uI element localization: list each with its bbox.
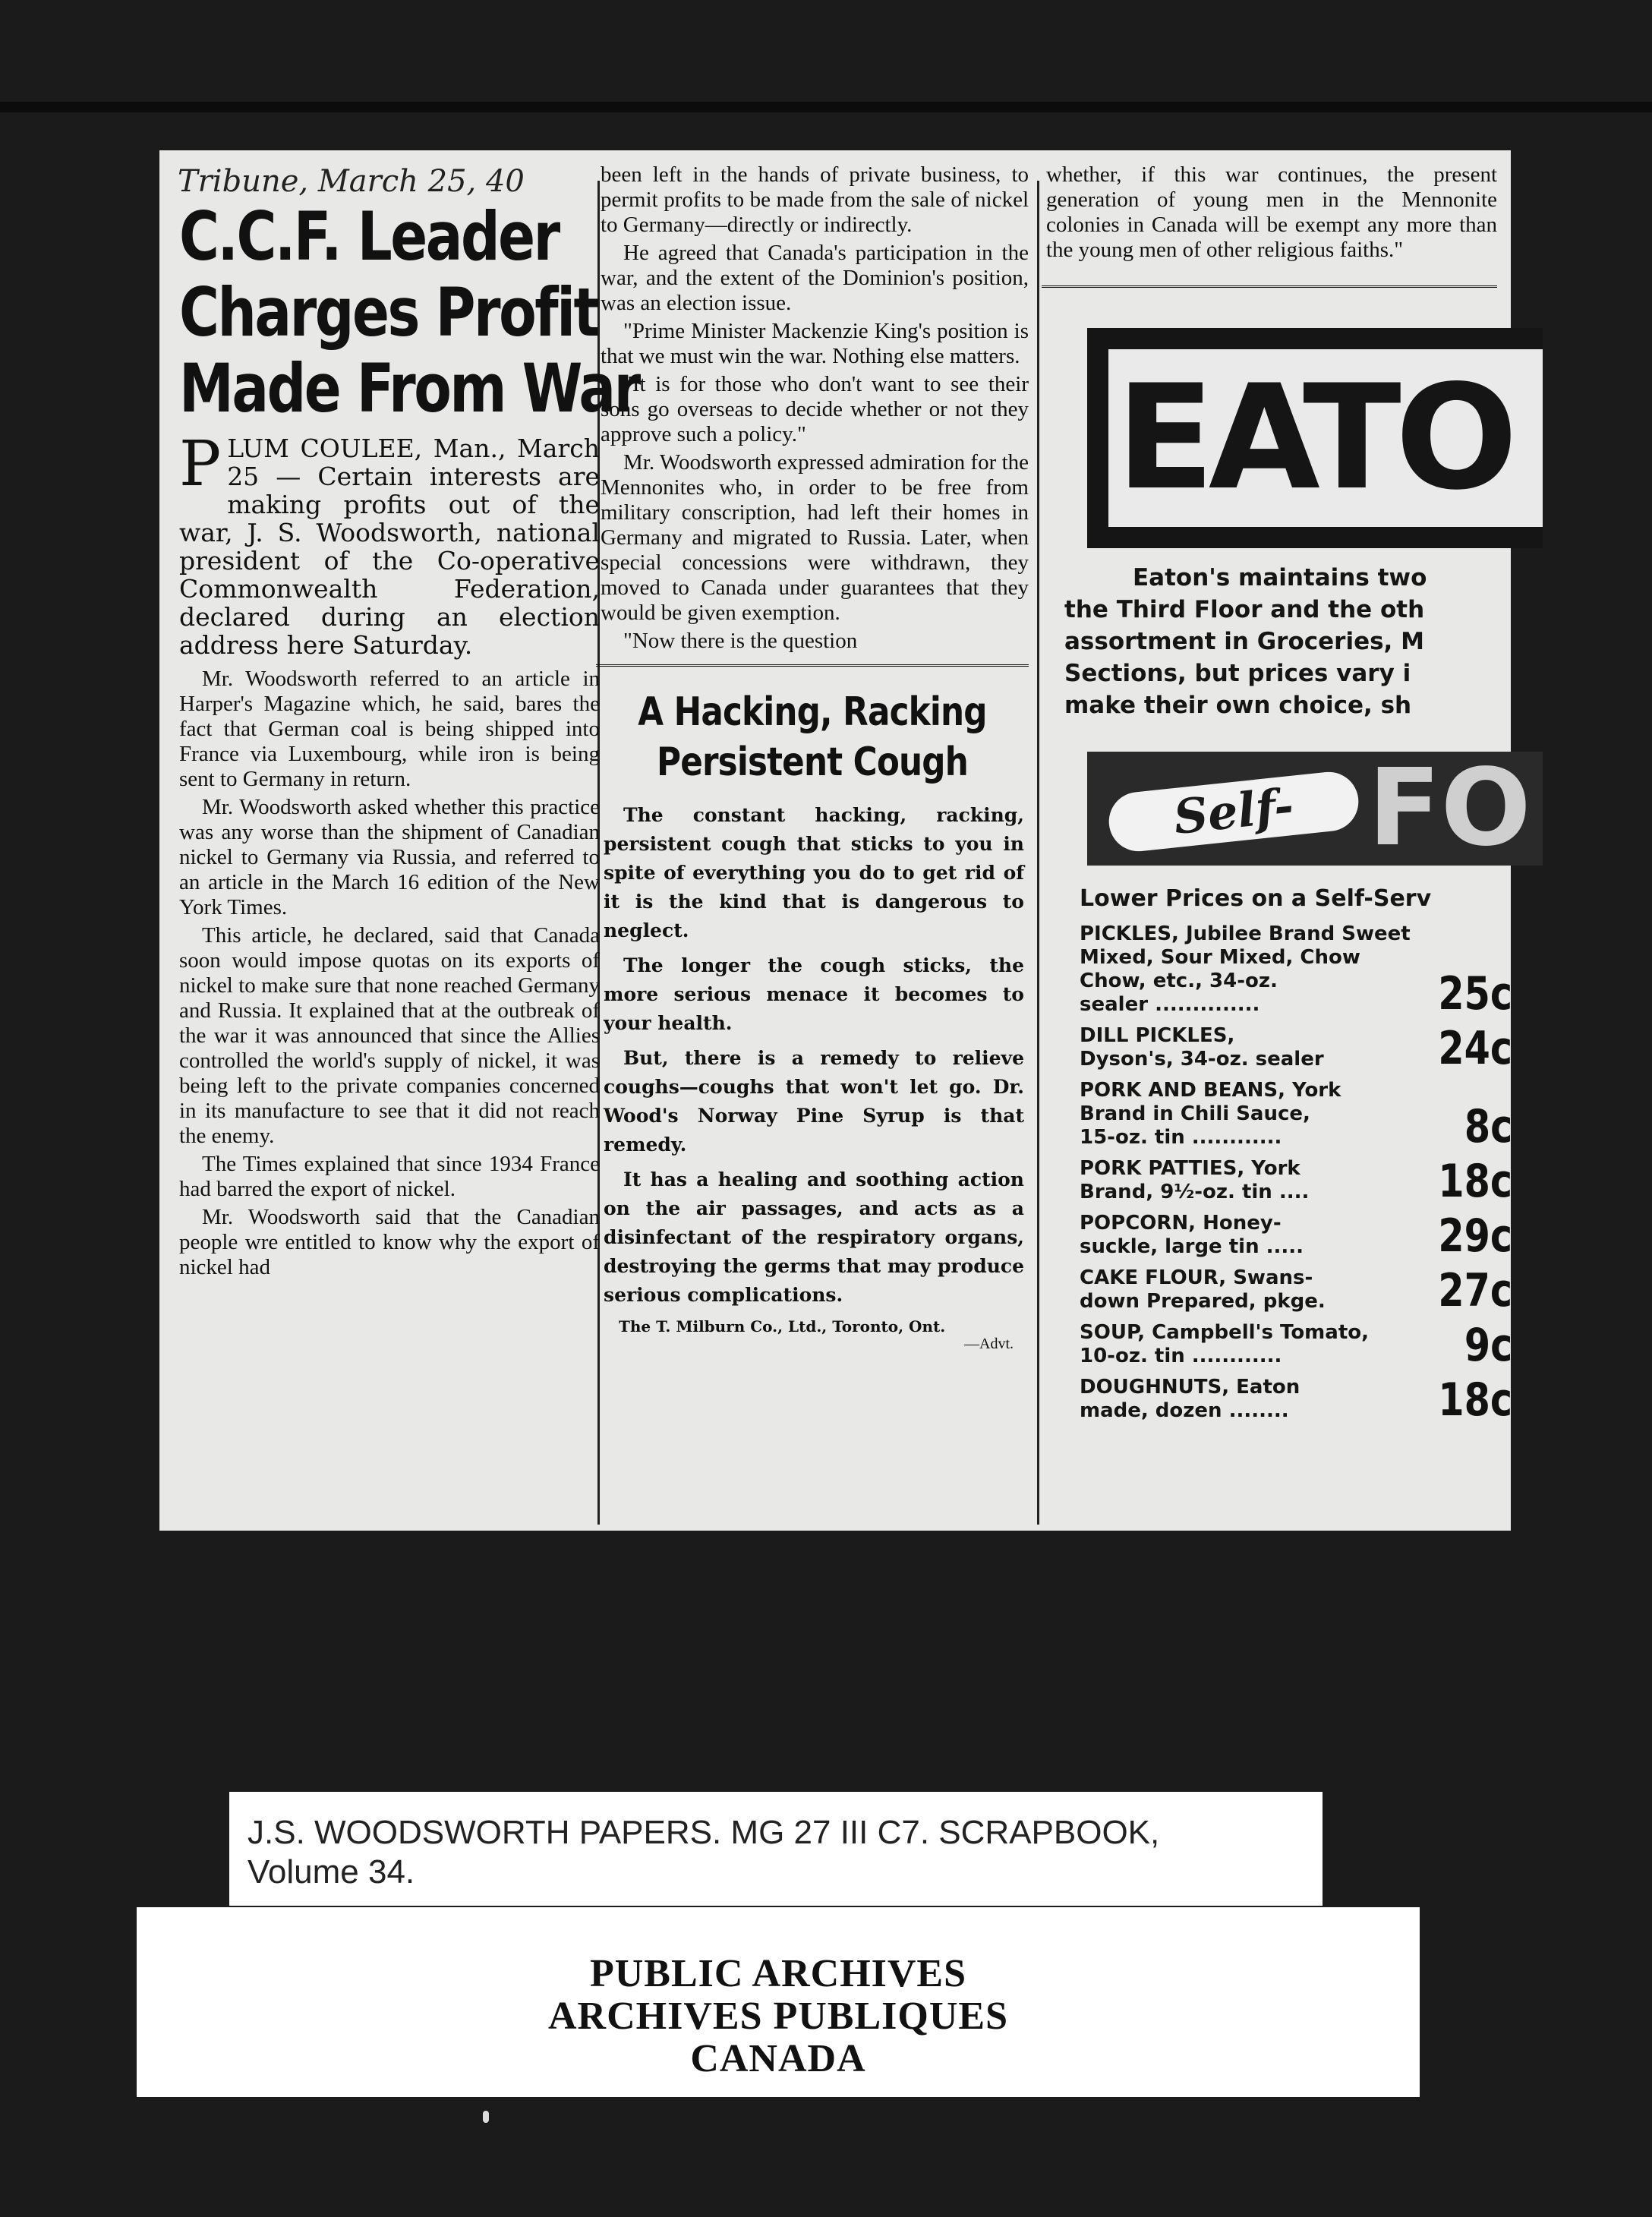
archive-stamp-label (137, 1907, 1420, 2097)
lower-prices-subhead: Lower Prices on a Self-Serv (1080, 885, 1432, 912)
grocery-desc: POPCORN, Honey- suckle, large tin ..... (1080, 1212, 1304, 1258)
dust-speck (483, 2111, 489, 2123)
handwritten-note: Tribune, March 25, 40 (178, 164, 525, 199)
grocery-price: 27c (1438, 1264, 1512, 1317)
column-rule (1037, 181, 1039, 1525)
grocery-item (1080, 1079, 1512, 1153)
article-paragraph: He agreed that Canada's participation in the war, and the extent of the Dominion's position, was an election issue. (601, 241, 1029, 315)
article-paragraph: The Times explained that since 1934 France had barred the export of nickel. (179, 1152, 600, 1201)
eaton-intro (1064, 562, 1497, 721)
cough-ad-signature: The T. Milburn Co., Ltd., Toronto, Ont. (619, 1317, 946, 1336)
archive-stamp-line: CANADA (690, 2037, 866, 2080)
archive-stamp (137, 1953, 1420, 2080)
drop-cap: P (179, 428, 222, 500)
grocery-price: 24c (1438, 1022, 1512, 1075)
grocery-price: 18c (1438, 1373, 1512, 1427)
grocery-list (1080, 922, 1512, 1427)
column-3 (1042, 150, 1531, 1531)
article-paragraph: This article, he declared, said that Canada soon would impose quotas on its exports of nickel to make sure that none reached Germany and Russia. It explained that at the outbreak of the war it was announced that since the Allies controlled the world's supply of nickel, it was being left to the private companies concerned in its manufacture to see that it did not reach the enemy. (179, 923, 600, 1148)
archive-reference-text: J.S. WOODSWORTH PAPERS. MG 27 III C7. SCRAPBOOK, Volume 34. (247, 1814, 1160, 1891)
cough-ad-paragraph: But, there is a remedy to relieve coughs—coughs that won't let go. Dr. Wood's Norway Pine Syrup is that remedy. (604, 1047, 1024, 1156)
grocery-item (1080, 1022, 1512, 1075)
grocery-item (1080, 1373, 1512, 1427)
scan-band (0, 102, 1652, 112)
column-2 (596, 150, 1029, 1531)
article-paragraph: "Now there is the question (623, 629, 858, 653)
grocery-desc: PORK AND BEANS, York Brand in Chili Sauce, 15-oz. tin ............ (1080, 1079, 1341, 1149)
dateline-paragraph (179, 428, 600, 660)
eaton-intro-line: make their own choice, sh (1064, 692, 1412, 719)
article-paragraph: Mr. Woodsworth said that the Canadian people wre entitled to know why the export of nickel had (179, 1205, 600, 1279)
cough-ad-paragraph: It has a healing and soothing action on the air passages, and acts as a disinfectant of the respiratory organs, destroying the germs that may produce serious complications. (604, 1168, 1024, 1306)
eaton-intro-line: Sections, but prices vary i (1064, 660, 1411, 687)
grocery-desc: DOUGHNUTS, Eaton made, dozen ........ (1080, 1376, 1300, 1422)
archive-stamp-line: ARCHIVES PUBLIQUES (547, 1995, 1009, 2038)
grocery-desc: PICKLES, Jubilee Brand Sweet Mixed, Sour Mixed, Chow Chow, etc., 34-oz. sealer .............. (1080, 922, 1411, 1016)
newspaper-clipping (159, 150, 1531, 1531)
cough-ad-headline (631, 687, 995, 787)
cough-ad-paragraph: The longer the cough sticks, the more serious menace it becomes to your health. (604, 954, 1024, 1034)
grocery-price: 25c (1438, 967, 1512, 1020)
cough-ad-paragraph: The constant hacking, racking, persistent cough that sticks to you in spite of everything you do to get rid of it is the kind that is dangerous to neglect. (604, 804, 1024, 941)
cough-ad-headline-line: Persistent Cough (657, 740, 968, 785)
grocery-desc: PORK PATTIES, York Brand, 9½-oz. tin .... (1080, 1157, 1310, 1203)
grocery-item (1080, 1319, 1512, 1372)
grocery-item (1080, 1155, 1512, 1208)
article-paragraph: Mr. Woodsworth expressed admiration for the Mennonites who, in order to be free from military conscription, had left their homes in Germany and migrated to Russia. Later, when special concessions were withdrawn, they moved to Canada under guarantees that they would be given exemption. (601, 450, 1029, 625)
article-paragraph: "It is for those who don't want to see their sons go overseas to decide whether or not they approve such a policy." (601, 372, 1029, 446)
article-paragraph: "Prime Minister Mackenzie King's position is that we must win the war. Nothing else matters. (601, 319, 1029, 368)
grocery-desc: DILL PICKLES, Dyson's, 34-oz. sealer (1080, 1024, 1324, 1071)
dateline-text: LUM COULEE, Man., March 25 — Certain interests are making profits out of the war, J. S. Woodsworth, national president of the Co-operative Commonwealth Federation, declared during an election address here Saturday. (179, 434, 600, 660)
headline-line: Charges Profit (179, 273, 598, 352)
section-rule (1042, 285, 1497, 290)
grocery-item (1080, 922, 1512, 1020)
grocery-price: 18c (1438, 1155, 1512, 1208)
headline-line: C.C.F. Leader (179, 197, 559, 276)
self-script-tag: Self- (1106, 769, 1361, 854)
headline (179, 197, 639, 427)
eaton-intro-line: Eaton's maintains two (1133, 564, 1427, 591)
grocery-price: 8c (1464, 1100, 1512, 1153)
eaton-intro-line: assortment in Groceries, M (1064, 628, 1424, 655)
article-paragraph: Mr. Woodsworth referred to an article in Harper's Magazine which, he said, bares the fact that German coal is being shipped into France via Luxembourg, while iron is being sent to Germany in return. (179, 667, 600, 791)
grocery-price: 9c (1464, 1319, 1512, 1372)
grocery-item (1080, 1264, 1512, 1317)
grocery-desc: SOUP, Campbell's Tomato, 10-oz. tin ............ (1080, 1321, 1369, 1367)
article-paragraph: whether, if this war continues, the present generation of young men in the Mennonite colonies in Canada will be exempt any more than the young men of other religious faiths." (1046, 162, 1497, 262)
grocery-price: 29c (1438, 1209, 1512, 1263)
archive-stamp-line: PUBLIC ARCHIVES (589, 1952, 967, 1995)
article-paragraph: been left in the hands of private business, to permit profits to be made from the sale of nickel to Germany—directly or indirectly. (601, 162, 1029, 237)
grocery-desc: CAKE FLOUR, Swans- down Prepared, pkge. (1080, 1266, 1326, 1313)
eaton-logo-box (1087, 328, 1543, 548)
article-paragraph: Mr. Woodsworth asked whether this practice was any worse than the shipment of Canadian nickel to Germany via Russia, and referred to an article in the March 16 edition of the New York Times. (179, 795, 600, 919)
eaton-intro-line: the Third Floor and the oth (1064, 596, 1425, 623)
cough-ad-headline-line: A Hacking, Racking (638, 689, 987, 735)
self-serve-banner (1087, 746, 1543, 870)
headline-line: Made From War (179, 349, 639, 427)
banner-block-text: FO (1368, 746, 1531, 870)
section-rule (596, 664, 1029, 669)
eaton-logo: EATO (1108, 349, 1543, 527)
grocery-item (1080, 1209, 1512, 1263)
cough-ad-advt: —Advt. (964, 1336, 1014, 1352)
column-1 (175, 150, 639, 1531)
archive-reference-label (229, 1792, 1323, 1906)
